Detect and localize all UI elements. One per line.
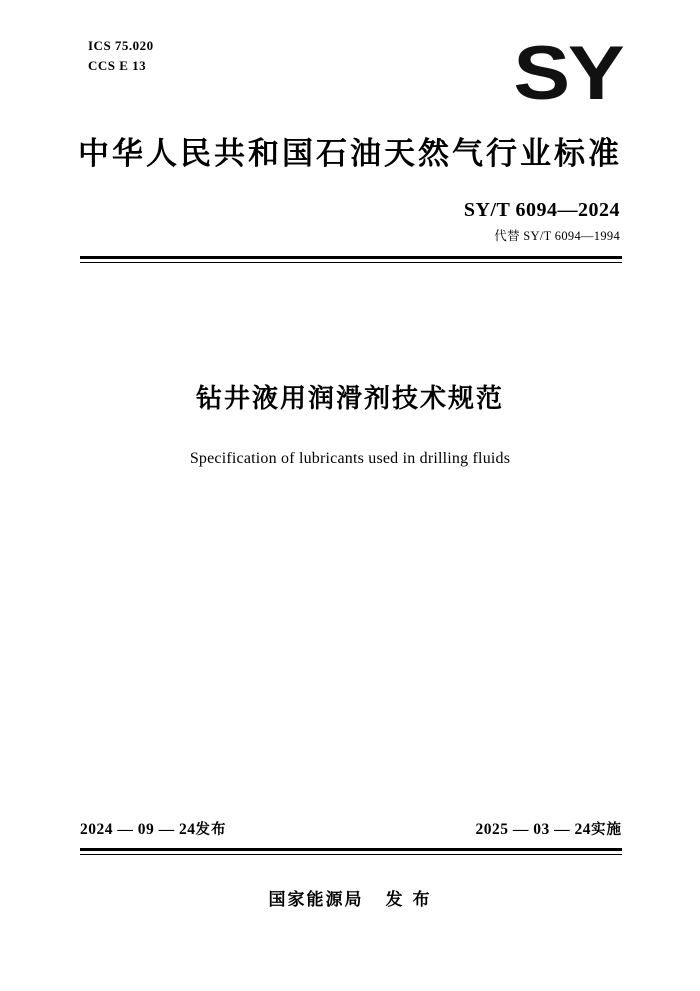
classification-block [88,36,154,75]
issue-label: 发布 [195,822,227,838]
effective-label: 实施 [591,822,622,838]
issuer-name: 国家能源局 [268,890,364,910]
divider-bottom-thin [80,854,622,855]
standard-replaces: 代替 SY/T 6094—1994 [494,229,620,243]
ccs-code: CCS E 13 [88,57,147,73]
issuer-action: 发 布 [385,890,432,910]
date-row [80,818,622,839]
ics-code: ICS 75.020 [88,38,154,53]
issue-date: 2024 — 09 — 24 [80,821,196,838]
divider-top-thick [80,256,622,259]
sy-logo: SY [512,31,622,116]
page-title: 钻井液用润滑剂技术规范 [195,384,504,414]
standard-number: SY/T 6094—2024 [463,199,620,221]
issuer-line [0,885,700,910]
divider-bottom-thick [80,848,622,851]
effective-date: 2025 — 03 — 24 [475,821,591,838]
issue-date-group [80,818,227,839]
standard-body-title: 中华人民共和国石油天然气行业标准 [78,136,622,172]
effective-date-group [476,818,623,839]
divider-top-thin [80,262,622,263]
page-title-english: Specification of lubricants used in drilling fluids [189,450,511,467]
